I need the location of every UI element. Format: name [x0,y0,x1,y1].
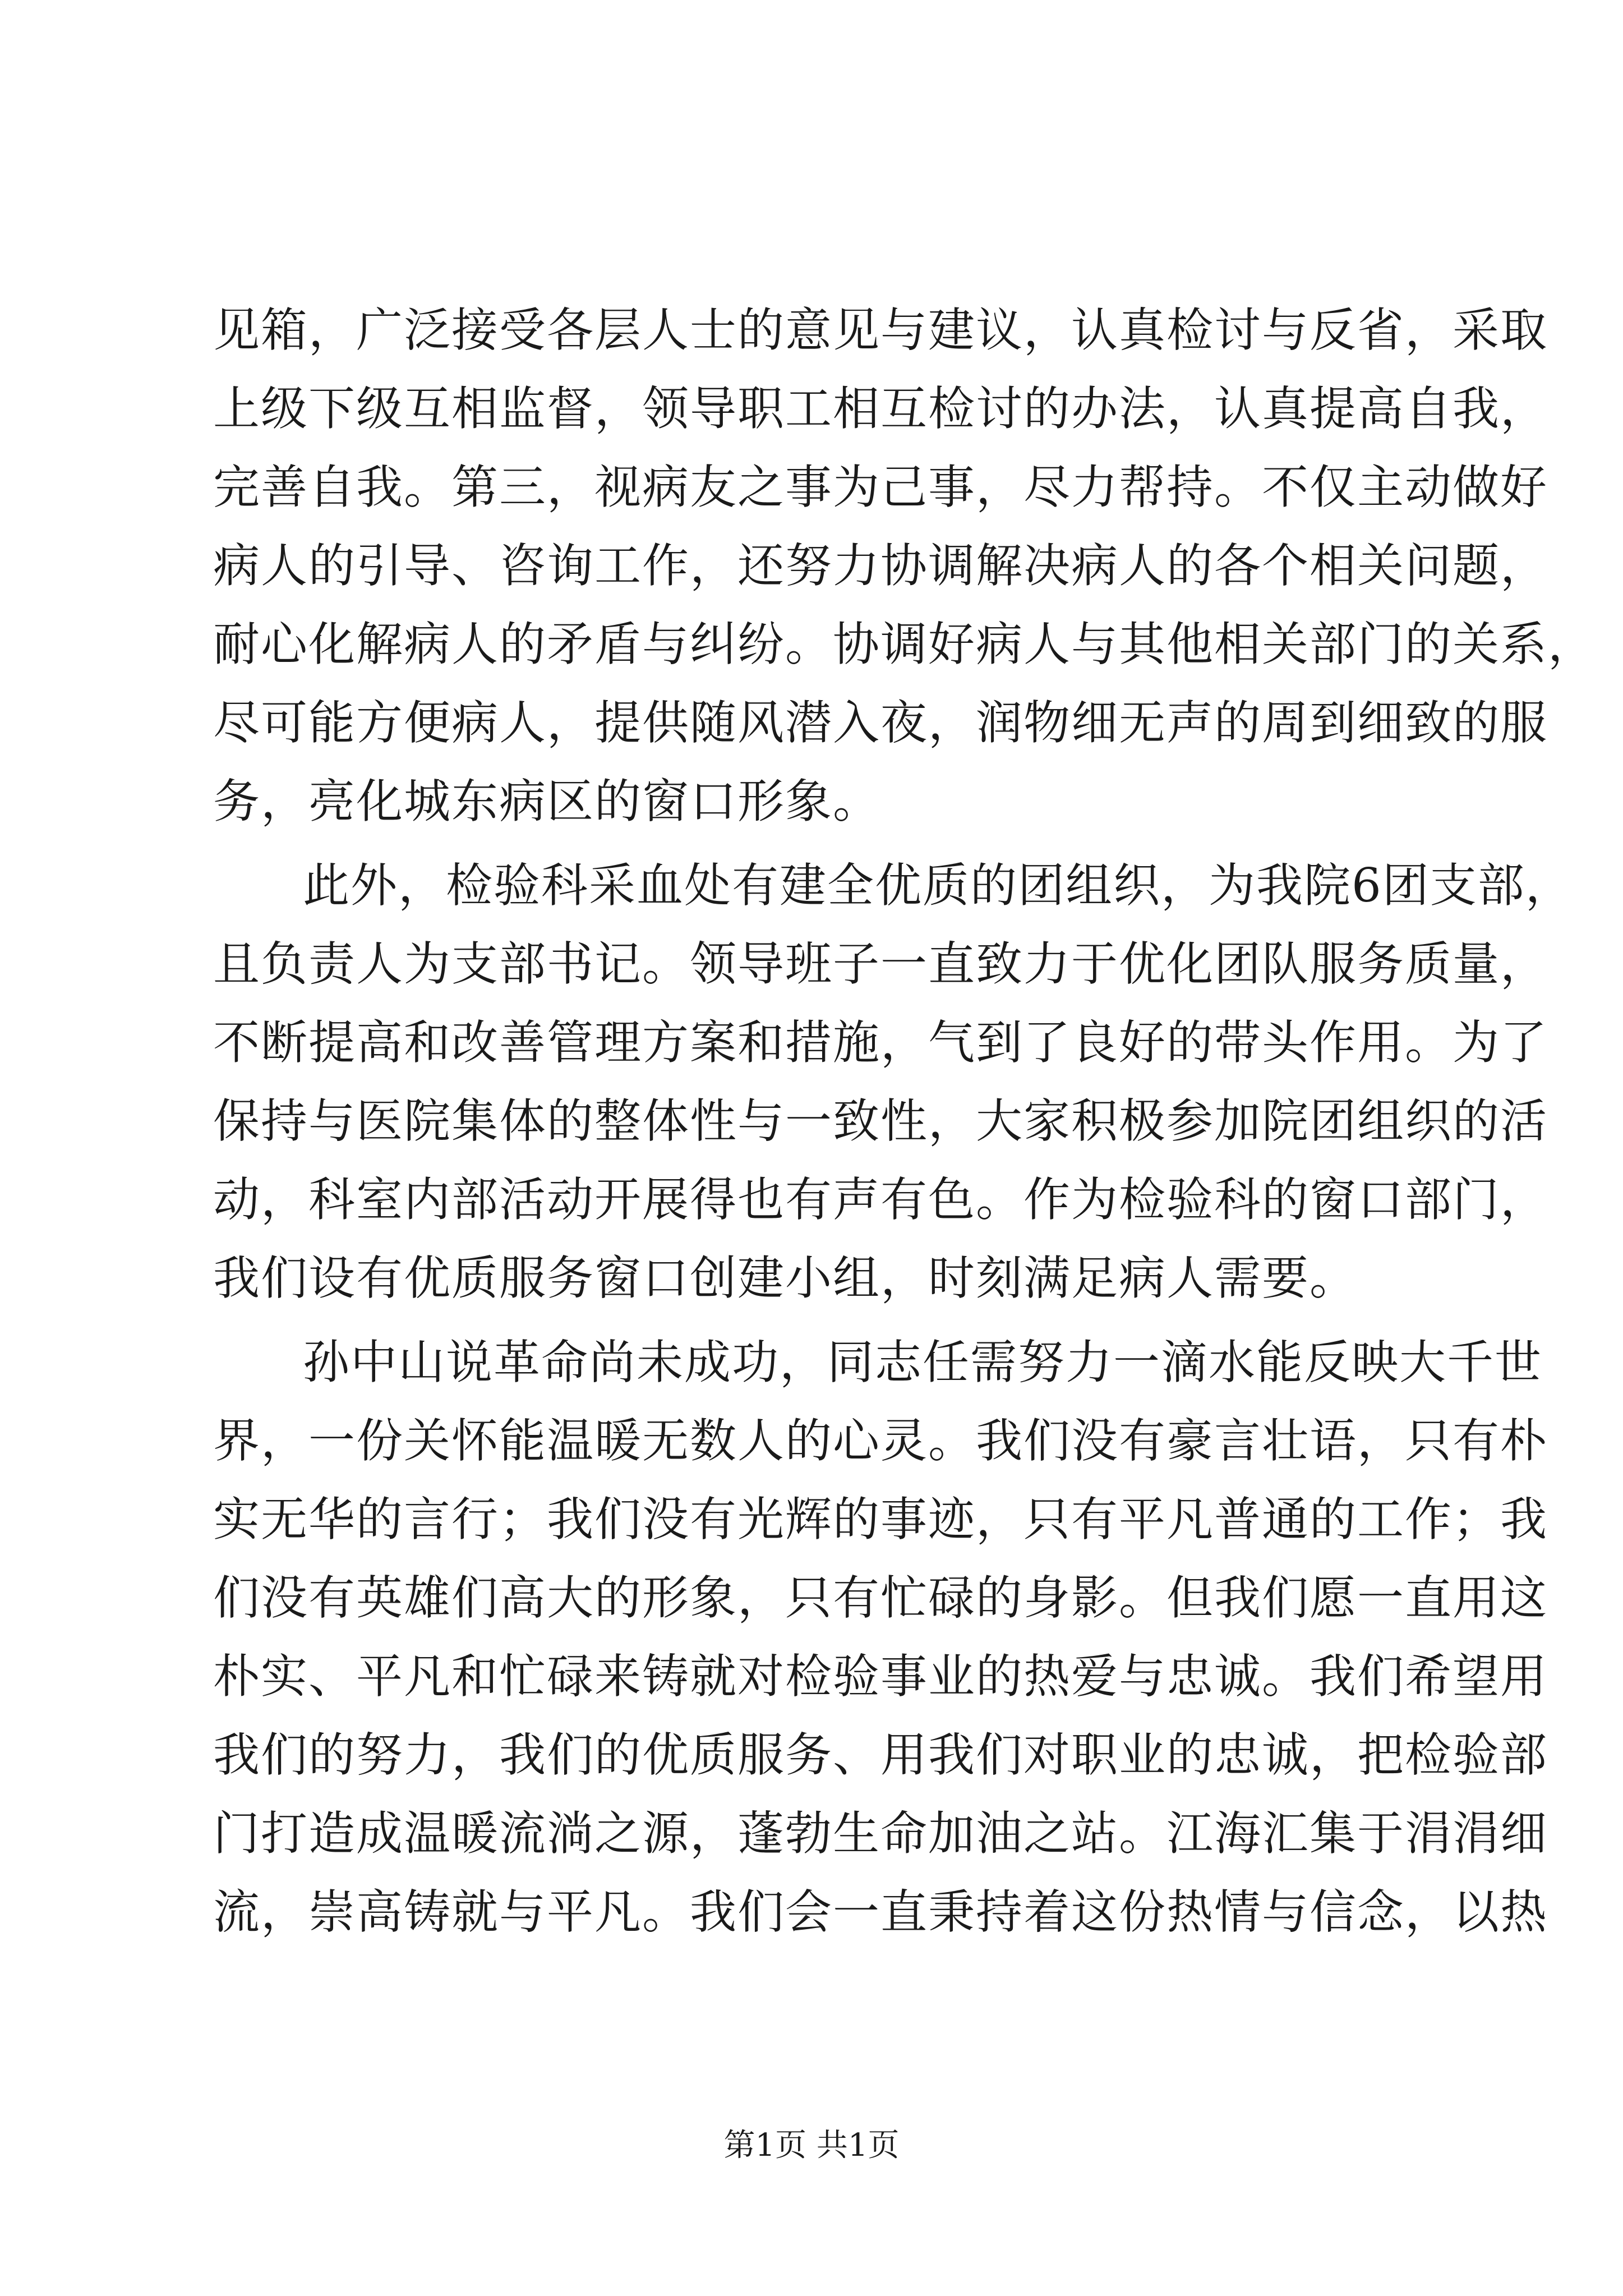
text-line: 门打造成温暖流淌之源，蓬勃生命加油之站。江海汇集于涓涓细 [213,1806,1548,1861]
text-line: 孙中山说革命尚未成功，同志任需努力一滴水能反映大千世 [303,1335,1542,1389]
text-line: 我们设有优质服务窗口创建小组，时刻满足病人需要。 [213,1251,1357,1305]
text-line: 界，一份关怀能温暖无数人的心灵。我们没有豪言壮语，只有朴 [213,1414,1548,1468]
text-line: 完善自我。第三，视病友之事为己事，尽力帮持。不仅主动做好 [213,460,1548,514]
page-footer: 第1页 共1页 [723,2127,900,2164]
text-line: 保持与医院集体的整体性与一致性，大家积极参加院团组织的活 [213,1094,1548,1148]
text-line: 我们的努力，我们的优质服务、用我们对职业的忠诚，把检验部 [213,1728,1548,1782]
text-line: 不断提高和改善管理方案和措施，气到了良好的带头作用。为了 [213,1015,1548,1070]
text-line: 且负责人为支部书记。领导班子一直致力于优化团队服务质量， [213,937,1548,991]
text-line: 见箱，广泛接受各层人士的意见与建议，认真检讨与反省，采取 [213,303,1548,357]
text-line: 耐心化解病人的矛盾与纠纷。协调好病人与其他相关部门的关系， [213,617,1596,671]
text-line: 此外，检验科采血处有建全优质的团组织，为我院6团支部， [303,858,1573,913]
text-line: 实无华的言行；我们没有光辉的事迹，只有平凡普通的工作；我 [213,1492,1548,1547]
text-line: 上级下级互相监督，领导职工相互检讨的办法，认真提高自我， [213,381,1548,436]
text-line: 们没有英雄们高大的形象，只有忙碌的身影。但我们愿一直用这 [213,1571,1548,1625]
text-line: 朴实、平凡和忙碌来铸就对检验事业的热爱与忠诚。我们希望用 [213,1649,1548,1704]
text-line: 务，亮化城东病区的窗口形象。 [213,774,880,829]
text-line: 流，崇高铸就与平凡。我们会一直秉持着这份热情与信念，以热 [213,1885,1548,1939]
text-line: 尽可能方便病人，提供随风潜入夜，润物细无声的周到细致的服 [213,696,1548,750]
text-line: 动，科室内部活动开展得也有声有色。作为检验科的窗口部门， [213,1172,1548,1227]
text-line: 病人的引导、咨询工作，还努力协调解决病人的各个相关问题， [213,539,1548,593]
